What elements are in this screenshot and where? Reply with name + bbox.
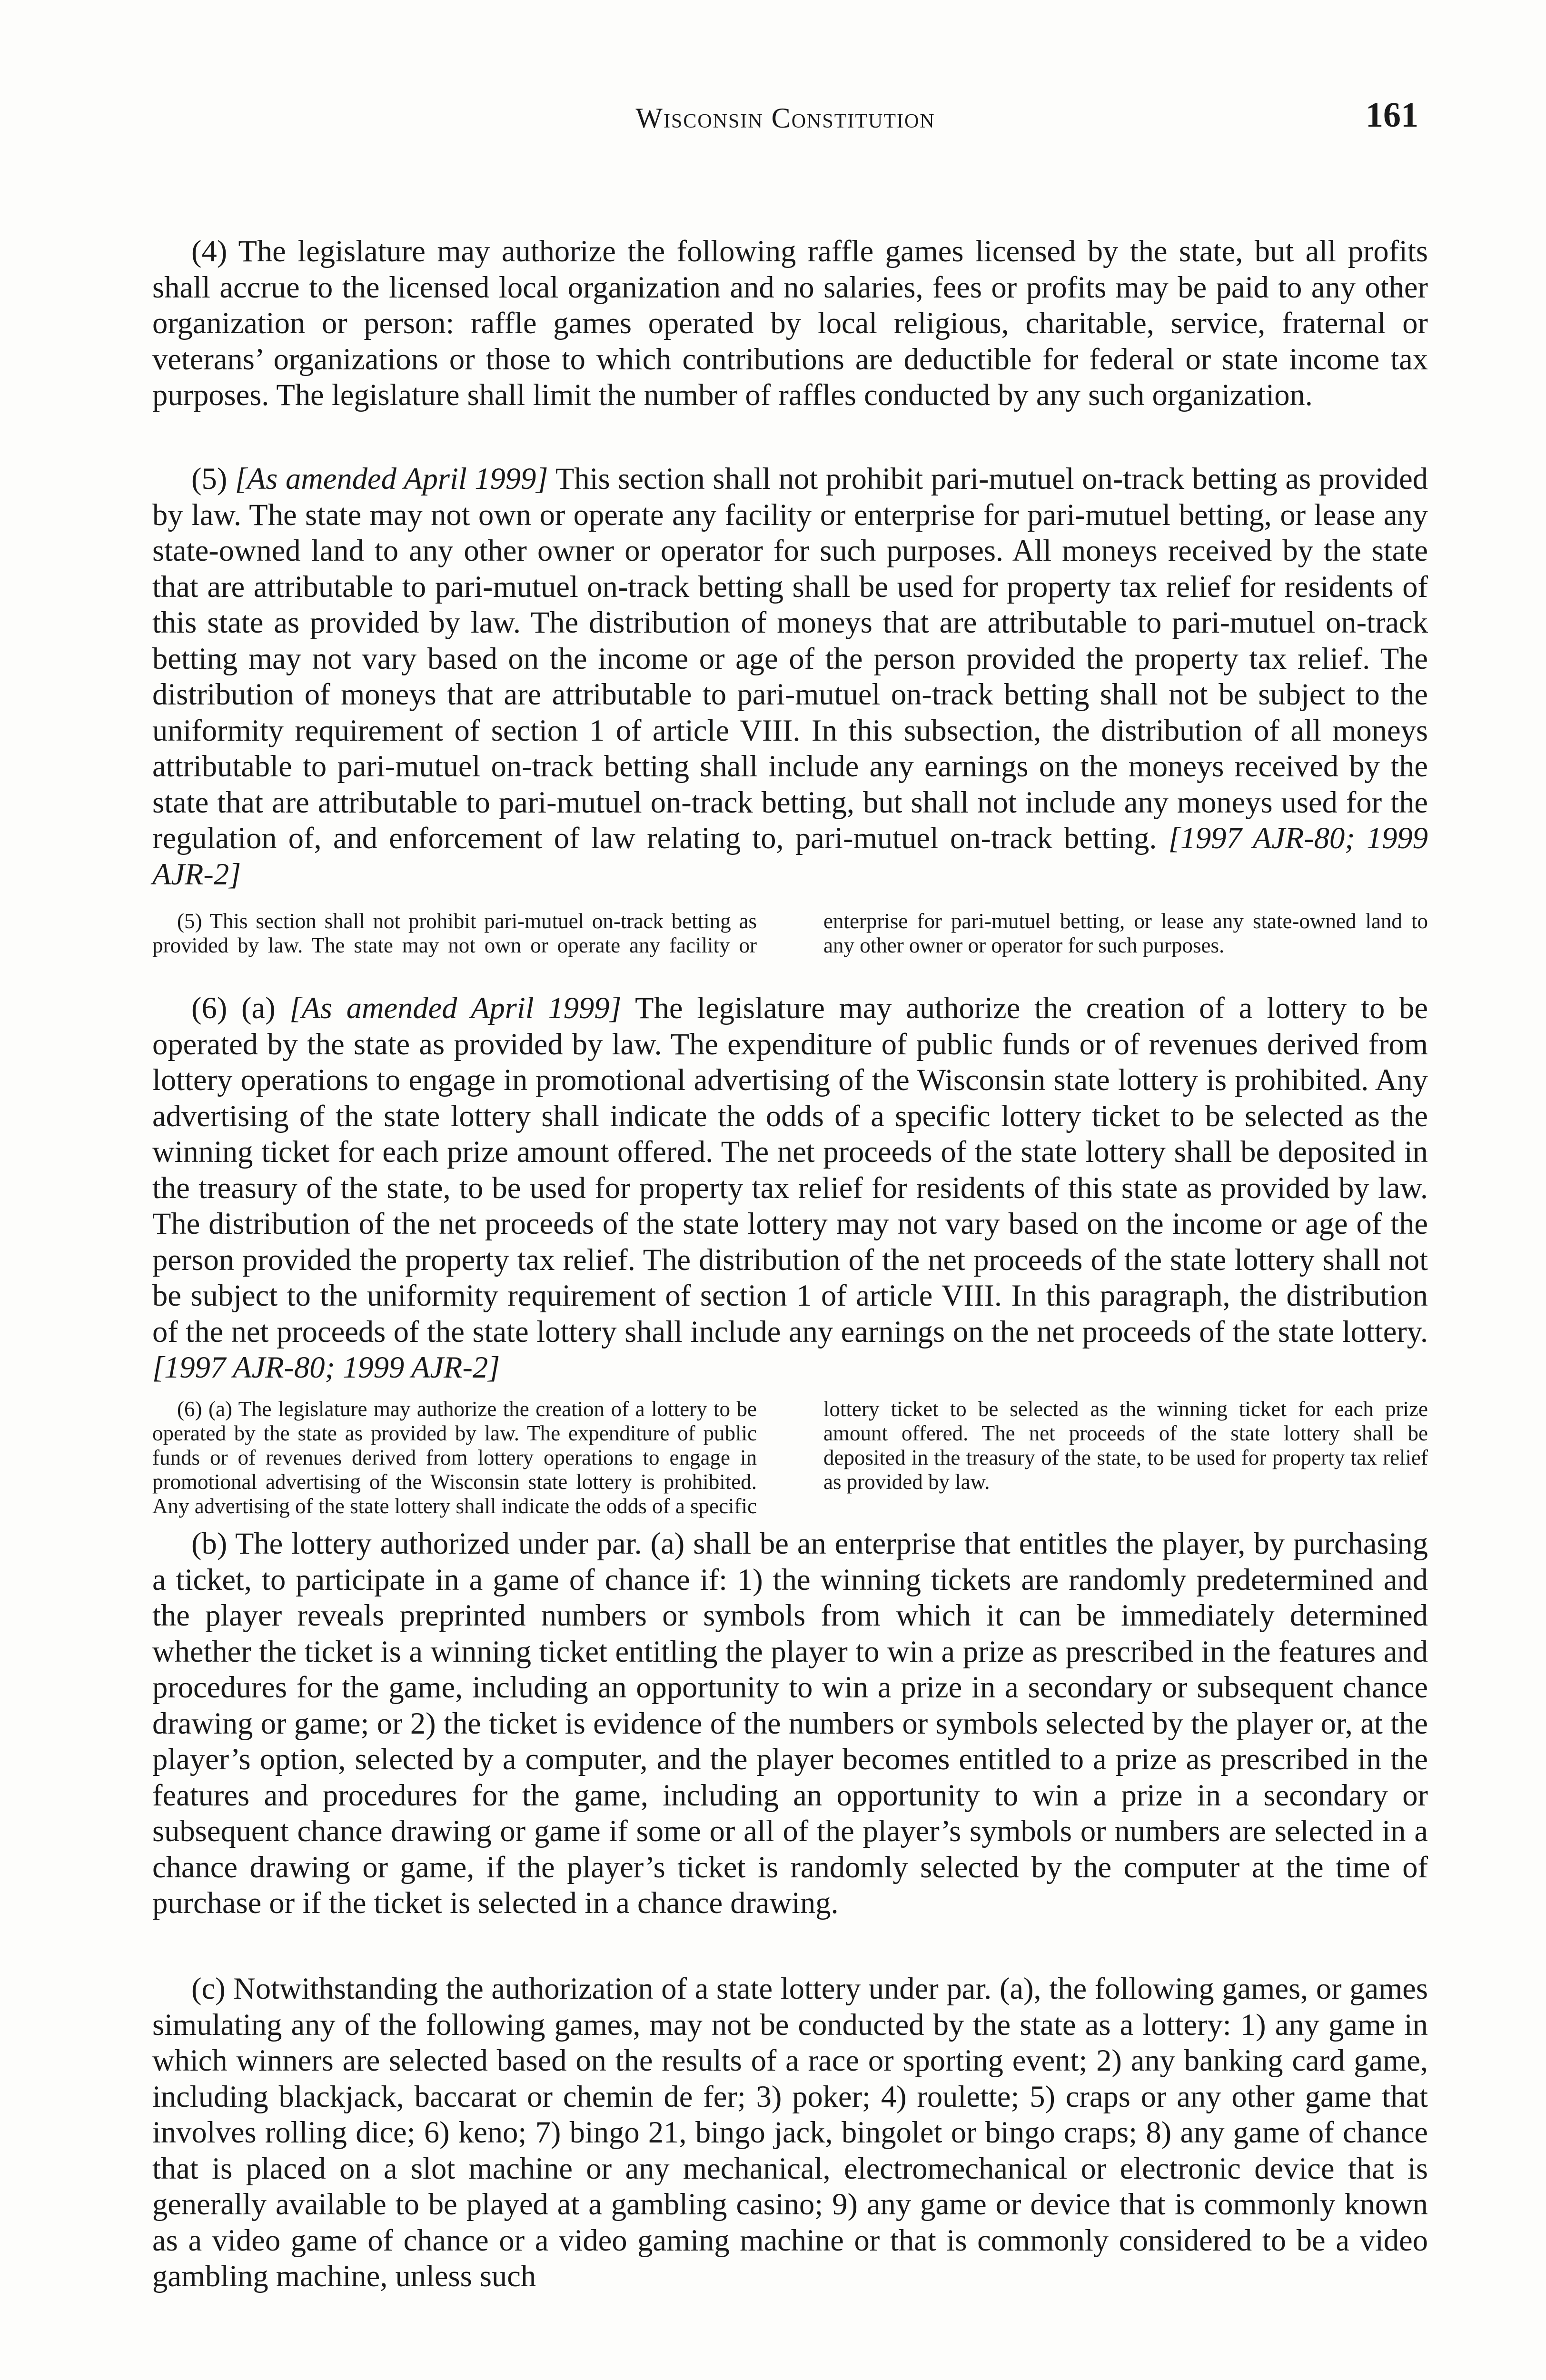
paragraph-6c <box>152 1971 1428 2294</box>
note-5 <box>152 909 1428 958</box>
paragraph-6a-citation: [1997 AJR-80; 1999 AJR-2] <box>152 1350 500 1384</box>
paragraph-6a <box>152 990 1428 1386</box>
running-title: Wisconsin Constitution <box>635 102 935 134</box>
paragraph-4-text: (4) The legislature may authorize the following raffle games licensed by the state, but all profits shall accrue to the licensed local organization and no salaries, fees or profits may be paid to any other organization or person: raffle games operated by local religious, charitable, service, fraternal or veterans’ organizations or those to which contributions are deductible for federal or state income tax purposes. The legislature shall limit the number of raffles conducted by any such organization. <box>152 234 1428 412</box>
page-header <box>152 95 1418 138</box>
page-number: 161 <box>1366 96 1418 135</box>
paragraph-6a-amendment: [As amended April 1999] <box>289 991 622 1025</box>
paragraph-5-text: This section shall not prohibit pari-mutuel on-track betting as provided by law. The state may not own or operate any facility or enterprise for pari-mutuel betting, or lease any state-owned land to any other owner or operator for such purposes. All moneys received by the state that are attributable to pari-mutuel on-track betting shall be used for property tax relief for residents of this state as provided by law. The distribution of moneys that are attributable to pari-mutuel on-track betting may not vary based on the income or age of the person provided the property tax relief. The distribution of moneys that are attributable to pari-mutuel on-track betting shall not be subject to the uniformity requirement of section 1 of article VIII. In this subsection, the distribution of all moneys attributable to pari-mutuel on-track betting shall include any earnings on the moneys received by the state that are attributable to pari-mutuel on-track betting, but shall not include any moneys used for the regulation of, and enforcement of law relating to, pari-mutuel on-track betting. <box>152 462 1428 855</box>
paragraph-5-citation: [1997 AJR-80; 1999 AJR-2] <box>152 821 1428 891</box>
note-5-text: (5) This section shall not prohibit pari-mutuel on-track betting as provided by law. The state may not own or operate any facility or enterprise for pari-mutuel betting, or lease any state-owned land to any other owner or operator for such purposes. <box>152 909 1428 957</box>
note-6a <box>152 1397 1428 1518</box>
paragraph-5 <box>152 461 1428 892</box>
paragraph-6b <box>152 1526 1428 1921</box>
paragraph-6b-text: (b) The lottery authorized under par. (a) shall be an enterprise that entitles the player, by purchasing a ticket, to participate in a game of chance if: 1) the winning tickets are randomly predetermined and the player reveals preprinted numbers or symbols from which it can be immediately determined whether the ticket is a winning ticket entitling the player to win a prize as prescribed in the features and procedures for the game, including an opportunity to win a prize in a secondary or subsequent chance drawing or game; or 2) the ticket is evidence of the numbers or symbols selected by the player or, at the player’s option, selected by a computer, and the player becomes entitled to a prize as prescribed in the features and procedures for the game, including an opportunity to win a prize in a secondary or subsequent chance drawing or game if some or all of the player’s symbols or numbers are selected in a chance drawing or game, if the player’s ticket is randomly selected by the computer at the time of purchase or if the ticket is selected in a chance drawing. <box>152 1527 1428 1920</box>
paragraph-5-lead: (5) <box>191 462 235 496</box>
paragraph-5-amendment: [As amended April 1999] <box>235 462 548 496</box>
note-6a-text: (6) (a) The legislature may authorize the creation of a lottery to be operated by the state as provided by law. The expenditure of public funds or of revenues derived from lottery operations to engage in promotional advertising of the Wisconsin state lottery is prohibited. Any advertising of the state lottery shall indicate the odds of a specific lottery ticket to be selected as the winning ticket for each prize amount offered. The net proceeds of the state lottery shall be deposited in the treasury of the state, to be used for property tax relief as provided by law. <box>152 1397 1428 1518</box>
paragraph-6a-lead: (6) (a) <box>191 991 290 1025</box>
paragraph-4 <box>152 233 1428 413</box>
paragraph-6c-text: (c) Notwithstanding the authorization of a state lottery under par. (a), the following games, or games simulating any of the following games, may not be conducted by the state as a lottery: 1) any game in which winners are selected based on the results of a race or sporting event; 2) any banking card game, including blackjack, baccarat or chemin de fer; 3) poker; 4) roulette; 5) craps or any other game that involves rolling dice; 6) keno; 7) bingo 21, bingo jack, bingolet or bingo craps; 8) any game of chance that is placed on a slot machine or any mechanical, electromechanical or electronic device that is generally available to be played at a gambling casino; 9) any game or device that is commonly known as a video game of chance or a video gaming machine or that is commonly considered to be a video gambling machine, unless such <box>152 1972 1428 2293</box>
paragraph-6a-text: The legislature may authorize the creation of a lottery to be operated by the state as provided by law. The expenditure of public funds or of revenues derived from lottery operations to engage in promotional advertising of the Wisconsin state lottery is prohibited. Any advertising of the state lottery shall indicate the odds of a specific lottery ticket to be selected as the winning ticket for each prize amount offered. The net proceeds of the state lottery shall be deposited in the treasury of the state, to be used for property tax relief for residents of this state as provided by law. The distribution of the net proceeds of the state lottery may not vary based on the income or age of the person provided the property tax relief. The distribution of the net proceeds of the state lottery shall not be subject to the uniformity requirement of section 1 of article VIII. In this paragraph, the distribution of the net proceeds of the state lottery shall include any earnings on the net proceeds of the state lottery. <box>152 991 1428 1349</box>
